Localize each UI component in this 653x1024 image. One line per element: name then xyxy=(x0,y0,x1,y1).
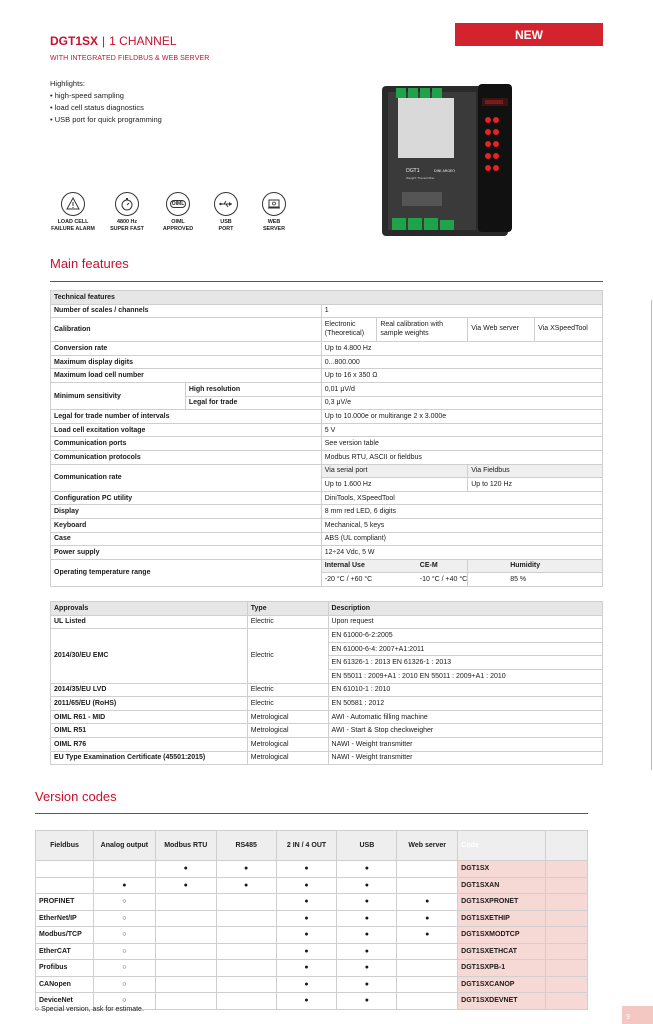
cell-io: ● xyxy=(276,960,337,977)
cell-fieldbus: Profibus xyxy=(36,960,94,977)
cell-usb: ● xyxy=(337,894,397,911)
cell-web: ● xyxy=(397,910,458,927)
table-header-row: Approvals Type Description xyxy=(51,602,603,616)
table-row: Load cell excitation voltage 5 V xyxy=(51,423,603,437)
icon-label-line: LOAD CELL xyxy=(57,219,89,225)
table-header-row xyxy=(51,291,603,305)
table-row: Power supply 12÷24 Vdc, 5 W xyxy=(51,546,603,560)
cell-code: DGT1SXETHIP xyxy=(458,910,546,927)
cell-web xyxy=(397,960,458,977)
version-codes-table xyxy=(35,830,588,1010)
cell-rs485: ● xyxy=(216,861,276,878)
table-row: Communication rate Via serial port Via Fieldbus xyxy=(51,464,603,478)
table-row: OIML R76 Metrological NAWI - Weight transmitter xyxy=(51,737,603,751)
cell-analog: ○ xyxy=(93,894,155,911)
cell-fieldbus: EtherNet/IP xyxy=(36,910,94,927)
device-model-sub: Weight Transmitter xyxy=(406,176,435,180)
cell-fieldbus: DeviceNet xyxy=(36,993,94,1010)
cell-io: ● xyxy=(276,861,337,878)
icon-label-line: OIML xyxy=(171,219,185,225)
cell-code: DGT1SXETHCAT xyxy=(458,943,546,960)
cell-usb: ● xyxy=(337,976,397,993)
cell-rs485 xyxy=(216,910,276,927)
table-row xyxy=(36,861,588,878)
cell-usb: ● xyxy=(337,993,397,1010)
cell-modbus xyxy=(155,960,216,977)
cell-rs485 xyxy=(216,993,276,1010)
divider xyxy=(50,281,603,282)
cell-fieldbus xyxy=(36,861,94,878)
table-row: OIML R61 - MID Metrological AWI - Automatic filling machine xyxy=(51,710,603,724)
cell-analog: ○ xyxy=(93,976,155,993)
cell-usb: ● xyxy=(337,877,397,894)
cell-web: ● xyxy=(397,927,458,944)
table-row: EN 61000-6-4: 2007+A1:2011 xyxy=(51,642,603,656)
web-server-icon xyxy=(262,192,286,216)
device-model-label: DGT1 xyxy=(406,168,420,174)
feature-alarm xyxy=(47,192,99,232)
icon-label-line: 4800 Hz xyxy=(116,219,138,225)
table-row: Number of scales / channels 1 xyxy=(51,304,603,318)
device-display-text: 888888 xyxy=(485,100,504,106)
table-row: EN 61326-1 : 2013 EN 61326-1 : 2013 xyxy=(51,656,603,670)
table-row: EU Type Examination Certificate (45501:2015) Metrological NAWI - Weight transmitter xyxy=(51,751,603,765)
feature-usb xyxy=(200,192,252,232)
icon-label-line: SUPER FAST xyxy=(110,225,144,232)
cell-code: DGT1SXPRONET xyxy=(458,894,546,911)
table-row: Communication ports See version table xyxy=(51,437,603,451)
cell-modbus: ● xyxy=(155,861,216,878)
model-name: DGT1SX xyxy=(50,34,99,48)
cell-rs485 xyxy=(216,976,276,993)
table-row: 2011/65/EU (RoHS) Electric EN 50581 : 2012 xyxy=(51,697,603,711)
table-row xyxy=(36,943,588,960)
table-header-row: Fieldbus Analog output Modbus RTU RS485 2 IN / 4 OUT USB Web server Code xyxy=(36,831,588,861)
feature-web xyxy=(248,192,300,232)
cell-web xyxy=(397,943,458,960)
cell-rs485 xyxy=(216,894,276,911)
table-row: 2014/35/EU LVD Electric EN 61010-1 : 2010 xyxy=(51,683,603,697)
approvals-table xyxy=(50,601,603,765)
cell-io: ● xyxy=(276,894,337,911)
cell-modbus xyxy=(155,927,216,944)
cell-modbus xyxy=(155,976,216,993)
feature-oiml xyxy=(152,192,204,232)
cell-analog xyxy=(93,861,155,878)
table-row: Calibration Electronic (Theoretical) Real calibration with sample weights Via Web server Via XSpeedTool xyxy=(51,318,603,342)
icon-label-line: APPROVED xyxy=(162,225,194,232)
cell-io: ● xyxy=(276,877,337,894)
cell-rs485 xyxy=(216,927,276,944)
cell-fieldbus: EtherCAT xyxy=(36,943,94,960)
icon-label-line: USB xyxy=(220,219,232,225)
table-row: 2014/30/EU EMC Electric EN 61000-6-2:2005 xyxy=(51,629,603,643)
cell-analog: ● xyxy=(93,877,155,894)
table-row: UL Listed Electric Upon request xyxy=(51,615,603,629)
cell-web xyxy=(397,861,458,878)
highlight-item: • USB port for quick programming xyxy=(50,115,162,124)
cell-usb: ● xyxy=(337,910,397,927)
cell-modbus xyxy=(155,910,216,927)
cell-code: DGT1SXAN xyxy=(458,877,546,894)
table-header: Technical features xyxy=(51,291,603,305)
cell-web xyxy=(397,993,458,1010)
cell-code: DGT1SXCANOP xyxy=(458,976,546,993)
cell-usb: ● xyxy=(337,861,397,878)
table-row xyxy=(36,877,588,894)
page-edge-line xyxy=(651,300,652,770)
highlights xyxy=(50,78,162,126)
product-title: DGT1SX | 1 CHANNEL xyxy=(50,34,177,48)
oiml-icon: OIML xyxy=(166,192,190,216)
table-row: Conversion rate Up to 4.800 Hz xyxy=(51,342,603,356)
icon-label-line: FAILURE ALARM xyxy=(51,225,95,232)
table-row xyxy=(36,960,588,977)
cell-fieldbus: PROFINET xyxy=(36,894,94,911)
table-row xyxy=(36,910,588,927)
device-brand: DINI ARGEO xyxy=(434,169,455,173)
cell-fieldbus: CANopen xyxy=(36,976,94,993)
table-row: Case ABS (UL compliant) xyxy=(51,532,603,546)
stopwatch-icon xyxy=(115,192,139,216)
icon-label-line: WEB xyxy=(267,219,281,225)
table-row xyxy=(36,927,588,944)
version-codes-title: Version codes xyxy=(35,789,117,804)
device-image xyxy=(378,80,518,242)
cell-code: DGT1SXDEVNET xyxy=(458,993,546,1010)
cell-analog: ○ xyxy=(93,943,155,960)
table-row: EN 55011 : 2009+A1 : 2010 EN 55011 : 2009+A1 : 2010 xyxy=(51,669,603,683)
cell-io: ● xyxy=(276,943,337,960)
table-row: Configuration PC utility DiniTools, XSpeedTool xyxy=(51,491,603,505)
cell-modbus: ● xyxy=(155,877,216,894)
highlights-heading: Highlights: xyxy=(50,79,86,88)
cell-fieldbus: Modbus/TCP xyxy=(36,927,94,944)
cell-modbus xyxy=(155,943,216,960)
cell-usb: ● xyxy=(337,943,397,960)
divider xyxy=(35,813,588,814)
cell-analog: ○ xyxy=(93,927,155,944)
cell-io: ● xyxy=(276,993,337,1010)
cell-usb: ● xyxy=(337,960,397,977)
usb-icon xyxy=(214,192,238,216)
highlight-item: • high-speed sampling xyxy=(50,91,124,100)
table-row: Keyboard Mechanical, 5 keys xyxy=(51,518,603,532)
table-row: Maximum display digits 0...800.000 xyxy=(51,355,603,369)
icon-label-line: SERVER xyxy=(262,225,286,232)
table-row xyxy=(36,894,588,911)
table-row: Legal for trade number of intervals Up to 10.000e or multirange 2 x 3.000e xyxy=(51,410,603,424)
technical-features-table xyxy=(50,290,603,587)
table-row: Display 8 mm red LED, 6 digits xyxy=(51,505,603,519)
cell-rs485 xyxy=(216,943,276,960)
cell-fieldbus xyxy=(36,877,94,894)
table-row: Maximum load cell number Up to 16 x 350 Ω xyxy=(51,369,603,383)
cell-analog: ○ xyxy=(93,993,155,1010)
cell-modbus xyxy=(155,894,216,911)
page-number-tab xyxy=(622,1006,653,1024)
table-row: Minimum sensitivity High resolution 0,01 μV/d xyxy=(51,382,603,396)
table-row: Communication protocols Modbus RTU, ASCII or fieldbus xyxy=(51,450,603,464)
cell-io: ● xyxy=(276,976,337,993)
cell-rs485: ● xyxy=(216,877,276,894)
table-row: Legal for trade 0,3 μV/e xyxy=(51,396,603,410)
alarm-icon xyxy=(61,192,85,216)
table-row: OIML R51 Metrological AWI - Start & Stop checkweigher xyxy=(51,724,603,738)
page-number: 9 xyxy=(626,1014,630,1021)
main-features-title: Main features xyxy=(50,256,129,271)
table-row: Up to 1.600 Hz Up to 120 Hz xyxy=(51,478,603,492)
cell-modbus xyxy=(155,993,216,1010)
cell-io: ● xyxy=(276,927,337,944)
cell-analog: ○ xyxy=(93,910,155,927)
cell-usb: ● xyxy=(337,927,397,944)
product-subtitle: WITH INTEGRATED FIELDBUS & WEB SERVER xyxy=(50,55,210,62)
feature-speed xyxy=(101,192,153,232)
footnote: ○ Special version, ask for estimate. xyxy=(35,1006,144,1013)
table-row: Operating temperature range Internal Use CE-M Humidity xyxy=(51,559,603,573)
cell-web xyxy=(397,877,458,894)
cell-code: DGT1SXMODTCP xyxy=(458,927,546,944)
cell-io: ● xyxy=(276,910,337,927)
table-row: -20 °C / +60 °C -10 °C / +40 °C 85 % xyxy=(51,573,603,587)
new-badge: NEW xyxy=(455,23,603,46)
cell-web: ● xyxy=(397,894,458,911)
cell-code: DGT1SX xyxy=(458,861,546,878)
cell-web xyxy=(397,976,458,993)
table-row xyxy=(36,976,588,993)
cell-analog: ○ xyxy=(93,960,155,977)
highlight-item: • load cell status diagnostics xyxy=(50,103,144,112)
cell-code: DGT1SXPB-1 xyxy=(458,960,546,977)
channel-count: 1 CHANNEL xyxy=(109,34,177,48)
icon-label-line: PORT xyxy=(218,225,234,232)
cell-rs485 xyxy=(216,960,276,977)
